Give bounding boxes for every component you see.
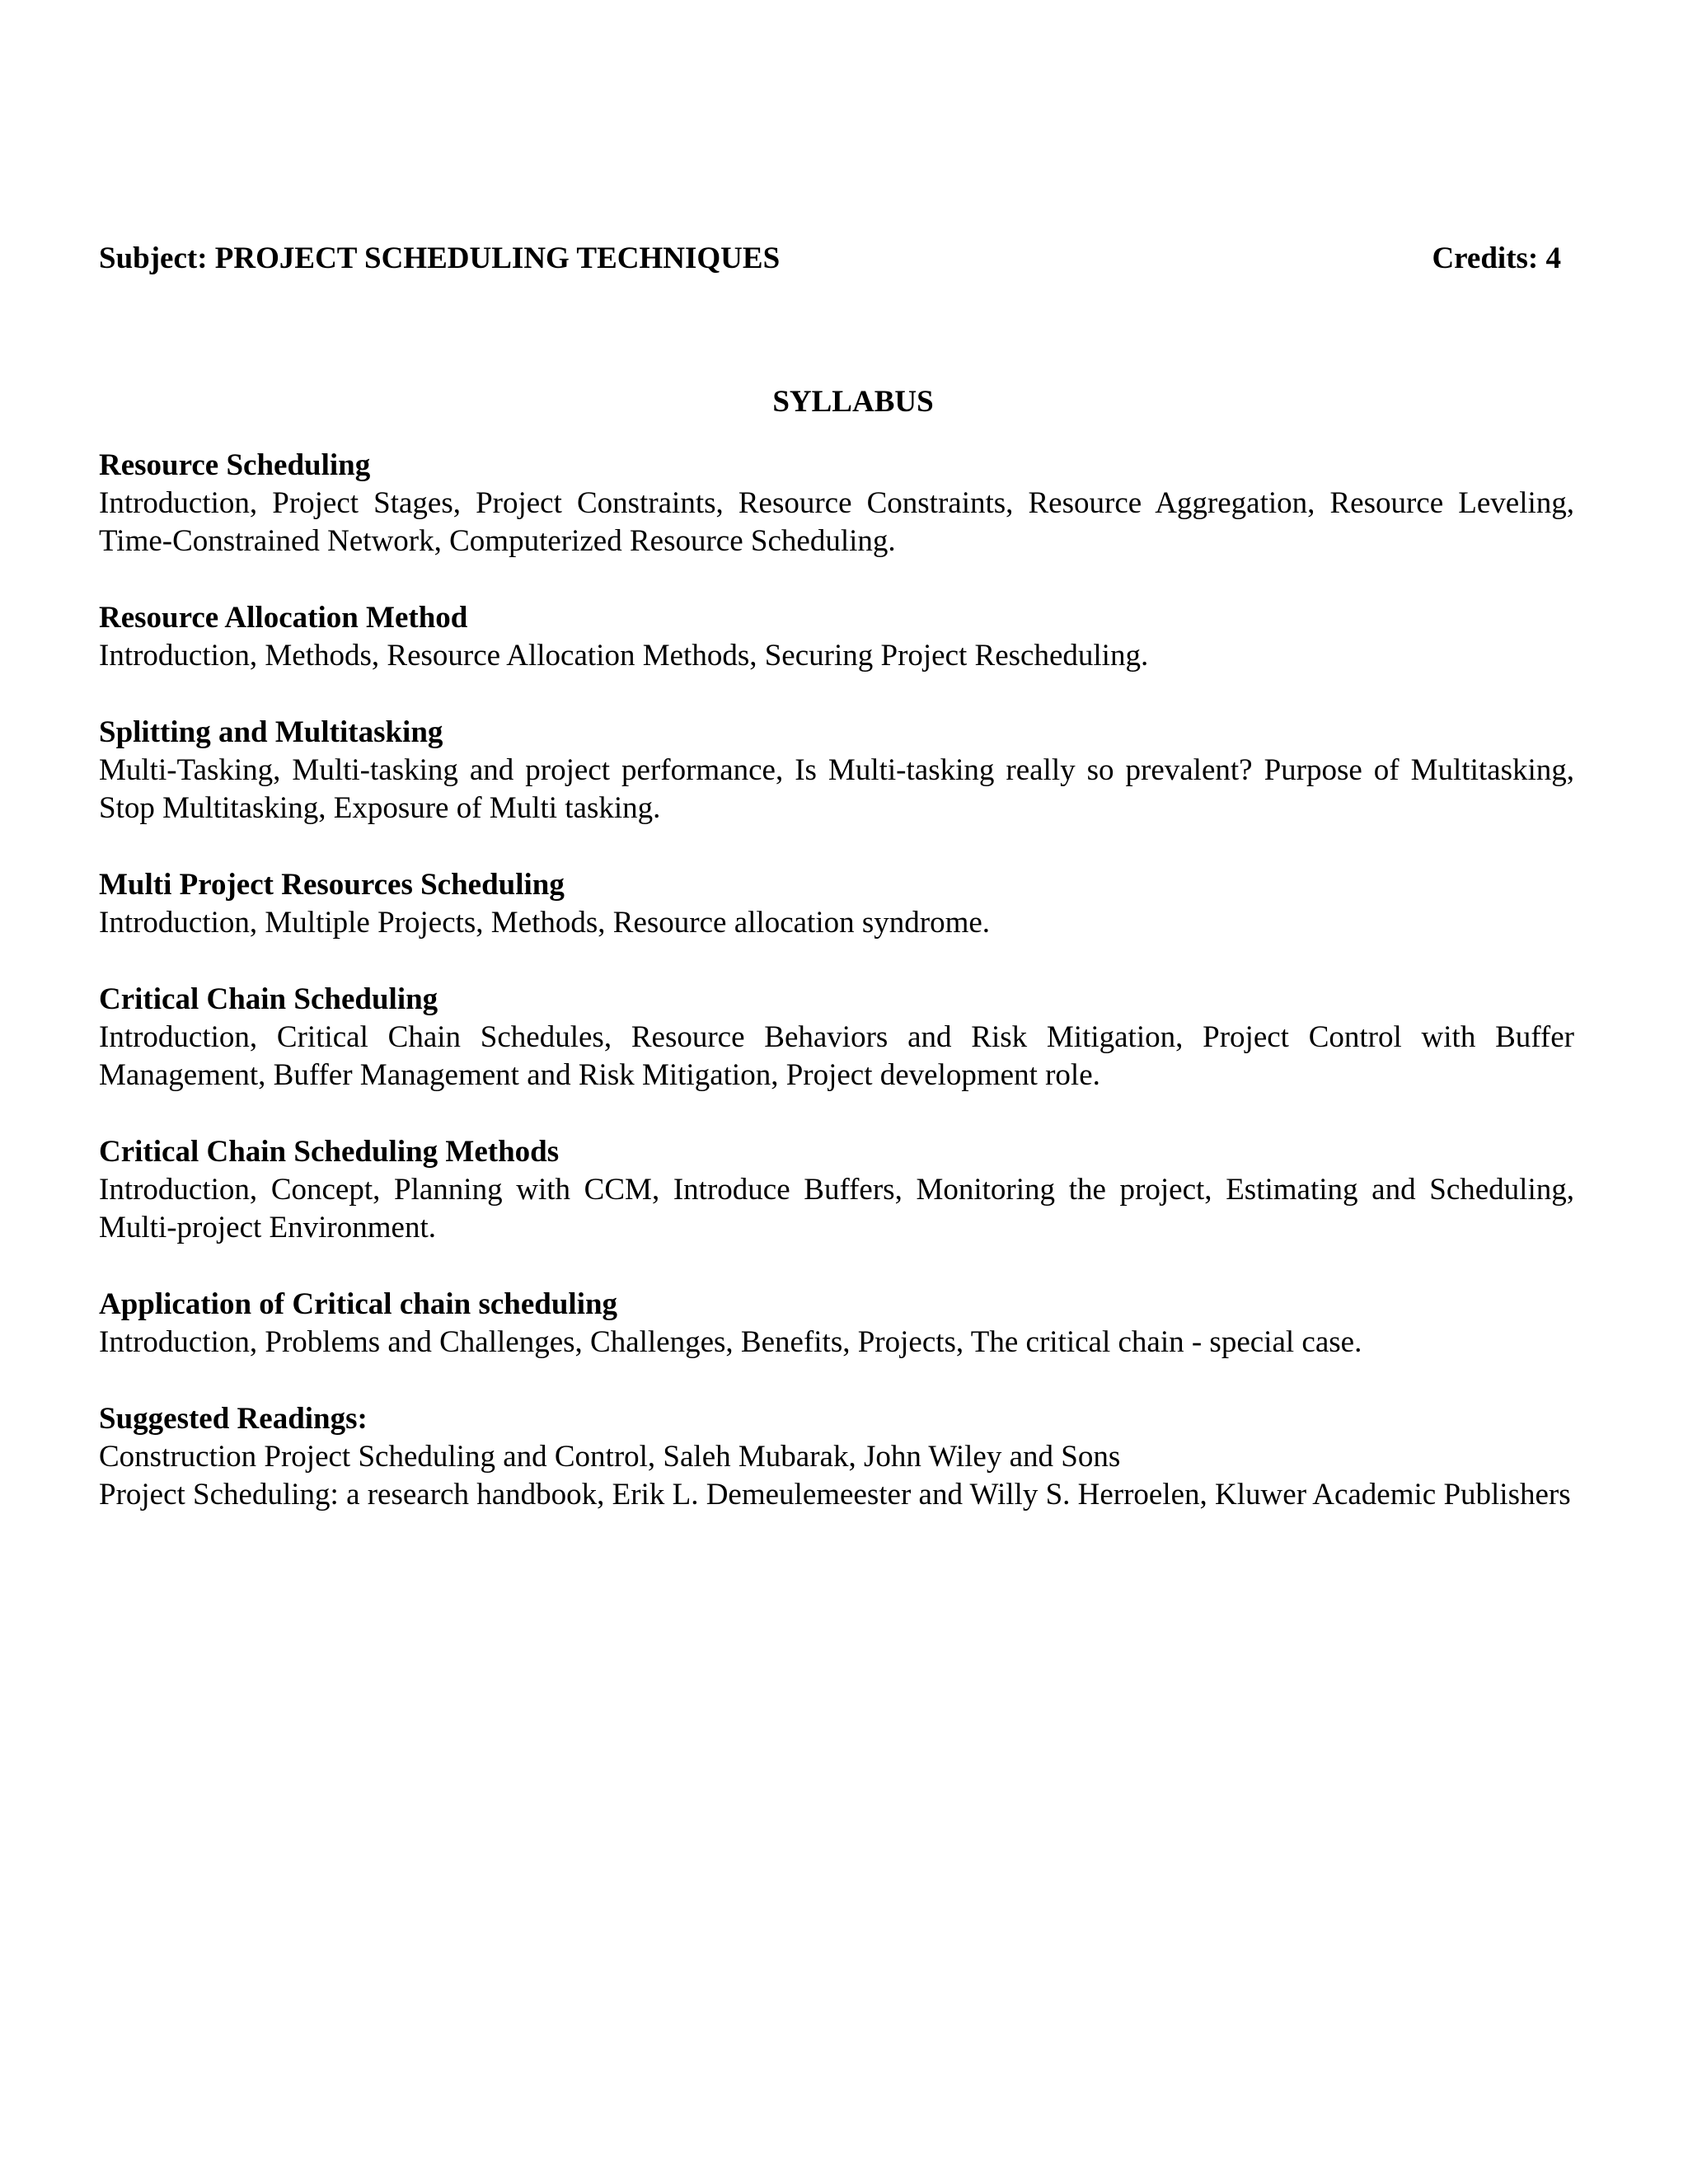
section-splitting-and-multitasking (99, 714, 1574, 827)
section-body: Introduction, Multiple Projects, Methods, Resource allocation syndrome. (99, 906, 991, 940)
section-body: Introduction, Project Stages, Project Constraints, Resource Constraints, Resource Aggregation, Resource Leveling, Time-Constrained Network, Computerized Resource Scheduling. (99, 486, 1574, 558)
section-body: Introduction, Concept, Planning with CCM, Introduce Buffers, Monitoring the project, Estimating and Scheduling, Multi-project Environment. (99, 1173, 1574, 1244)
section-heading: Critical Chain Scheduling Methods (99, 1135, 560, 1169)
section-body: Introduction, Methods, Resource Allocation Methods, Securing Project Rescheduling. (99, 639, 1149, 673)
section-heading: Multi Project Resources Scheduling (99, 868, 565, 902)
syllabus-title: SYLLABUS (772, 385, 934, 419)
section-heading: Splitting and Multitasking (99, 715, 443, 749)
suggested-readings (99, 1400, 1574, 1514)
reading-item: Project Scheduling: a research handbook, Erik L. Demeulemeester and Willy S. Herroelen, Kluwer Academic Publishers (99, 1478, 1571, 1511)
section-application-of-critical-chain-scheduling (99, 1286, 1574, 1361)
subject-header (99, 239, 1574, 279)
section-body: Introduction, Critical Chain Schedules, Resource Behaviors and Risk Mitigation, Project Control with Buffer Management, Buffer Management and Risk Mitigation, Project development role. (99, 1020, 1574, 1092)
reading-item: Construction Project Scheduling and Control, Saleh Mubarak, John Wiley and Sons (99, 1440, 1121, 1474)
document-page (99, 239, 1574, 1553)
section-body: Introduction, Problems and Challenges, Challenges, Benefits, Projects, The critical chain - special case. (99, 1325, 1362, 1359)
section-body: Multi-Tasking, Multi-tasking and project performance, Is Multi-tasking really so prevalent? Purpose of Multitasking, Stop Multitasking, Exposure of Multi tasking. (99, 753, 1574, 825)
section-heading: Critical Chain Scheduling (99, 982, 438, 1016)
section-critical-chain-scheduling-methods (99, 1133, 1574, 1247)
section-multi-project-resources-scheduling (99, 866, 1574, 942)
section-heading: Resource Allocation Method (99, 601, 468, 635)
section-critical-chain-scheduling (99, 981, 1574, 1094)
section-heading: Resource Scheduling (99, 448, 371, 482)
section-heading: Application of Critical chain scheduling (99, 1287, 618, 1321)
section-resource-allocation-method (99, 599, 1574, 675)
credits-label: Credits: 4 (1432, 241, 1561, 275)
readings-heading: Suggested Readings: (99, 1402, 368, 1436)
section-resource-scheduling (99, 447, 1574, 560)
subject-title: Subject: PROJECT SCHEDULING TECHNIQUES (99, 241, 781, 275)
